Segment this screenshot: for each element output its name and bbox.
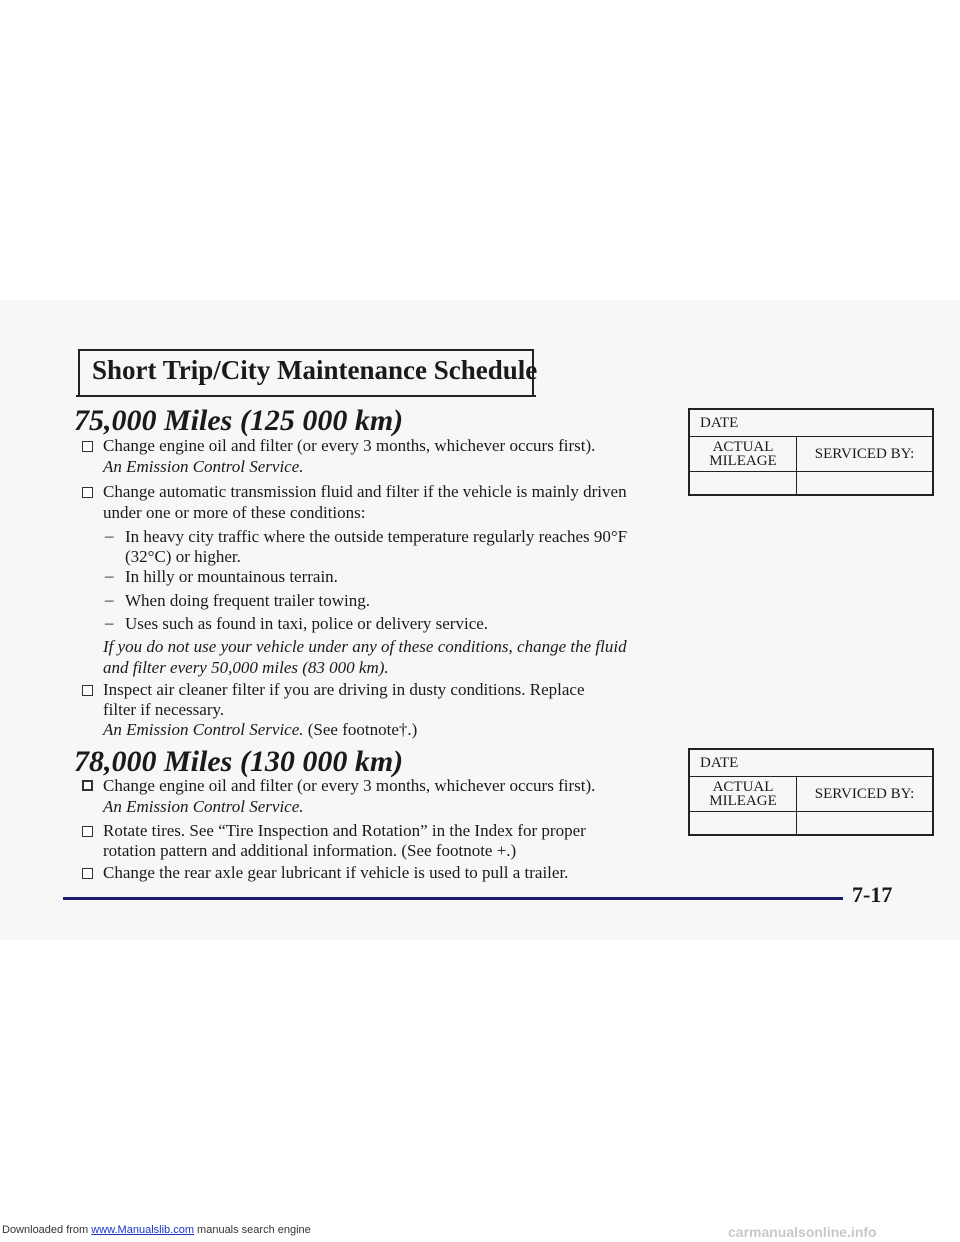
item-text: Inspect air cleaner filter if you are driving in dusty conditions. Replace xyxy=(103,680,585,699)
download-prefix: Downloaded from xyxy=(2,1224,89,1236)
item-text: Change engine oil and filter (or every 3 months, whichever occurs first). xyxy=(103,436,596,455)
checkbox-icon[interactable] xyxy=(82,487,93,498)
service-record-table xyxy=(688,408,934,496)
actual-label: ACTUAL xyxy=(712,779,774,795)
list-dash: – xyxy=(105,526,114,545)
italic-note: If you do not use your vehicle under any of these conditions, change the fluid xyxy=(103,637,627,656)
list-dash: – xyxy=(105,590,114,609)
item-note: An Emission Control Service. xyxy=(103,720,304,739)
date-field[interactable]: DATE xyxy=(689,409,933,437)
date-field[interactable]: DATE xyxy=(689,749,933,777)
title-underline xyxy=(76,395,536,397)
actual-mileage-header xyxy=(689,437,797,472)
item-text: Change engine oil and filter (or every 3 months, whichever occurs first). xyxy=(103,776,596,795)
item-text: Rotate tires. See “Tire Inspection and Rotation” in the Index for proper xyxy=(103,821,586,840)
page-number: 7-17 xyxy=(852,882,893,907)
manualslib-link[interactable]: www.Manualslib.com xyxy=(91,1224,194,1236)
serviced-by-field[interactable] xyxy=(797,812,934,836)
item-text: rotation pattern and additional information. (See footnote +.) xyxy=(103,841,517,860)
service-record-table xyxy=(688,748,934,836)
checkbox-icon[interactable] xyxy=(82,441,93,452)
list-dash: – xyxy=(105,613,114,632)
condition-text: In hilly or mountainous terrain. xyxy=(125,567,338,586)
download-credit xyxy=(2,1224,311,1236)
item-text: Change automatic transmission fluid and filter if the vehicle is mainly driven xyxy=(103,482,627,501)
condition-text: (32°C) or higher. xyxy=(125,547,241,566)
mileage-label: MILEAGE xyxy=(709,793,777,809)
actual-mileage-field[interactable] xyxy=(689,472,797,496)
actual-mileage-header xyxy=(689,777,797,812)
watermark: carmanualsonline.info xyxy=(728,1224,877,1240)
footnote-ref: (See footnote†.) xyxy=(307,720,418,739)
section-heading-78000: 78,000 Miles (130 000 km) xyxy=(74,745,404,778)
serviced-by-field[interactable] xyxy=(797,472,934,496)
download-suffix: manuals search engine xyxy=(197,1224,311,1236)
checkbox-icon[interactable] xyxy=(82,780,93,791)
schedule-title-box xyxy=(78,349,538,395)
actual-label: ACTUAL xyxy=(712,439,774,455)
item-note: An Emission Control Service. xyxy=(103,457,304,476)
serviced-by-header: SERVICED BY: xyxy=(797,777,934,812)
serviced-by-header: SERVICED BY: xyxy=(797,437,934,472)
checkbox-icon[interactable] xyxy=(82,826,93,837)
condition-text: In heavy city traffic where the outside temperature regularly reaches 90°F xyxy=(125,527,628,546)
checkbox-icon[interactable] xyxy=(82,685,93,696)
condition-text: When doing frequent trailer towing. xyxy=(125,591,371,610)
section-heading-75000: 75,000 Miles (125 000 km) xyxy=(74,404,404,437)
condition-text: Uses such as found in taxi, police or delivery service. xyxy=(125,614,489,633)
item-text: Change the rear axle gear lubricant if vehicle is used to pull a trailer. xyxy=(103,863,569,882)
footer-rule xyxy=(63,897,843,900)
mileage-label: MILEAGE xyxy=(709,453,777,469)
page-title: Short Trip/City Maintenance Schedule xyxy=(92,355,538,385)
checkbox-icon[interactable] xyxy=(82,868,93,879)
list-dash: – xyxy=(105,566,114,585)
item-note: An Emission Control Service. xyxy=(103,797,304,816)
italic-note: and filter every 50,000 miles (83 000 km). xyxy=(103,658,389,677)
item-text: under one or more of these conditions: xyxy=(103,503,366,522)
item-text: filter if necessary. xyxy=(103,700,225,719)
actual-mileage-field[interactable] xyxy=(689,812,797,836)
item-note-line xyxy=(103,720,417,740)
